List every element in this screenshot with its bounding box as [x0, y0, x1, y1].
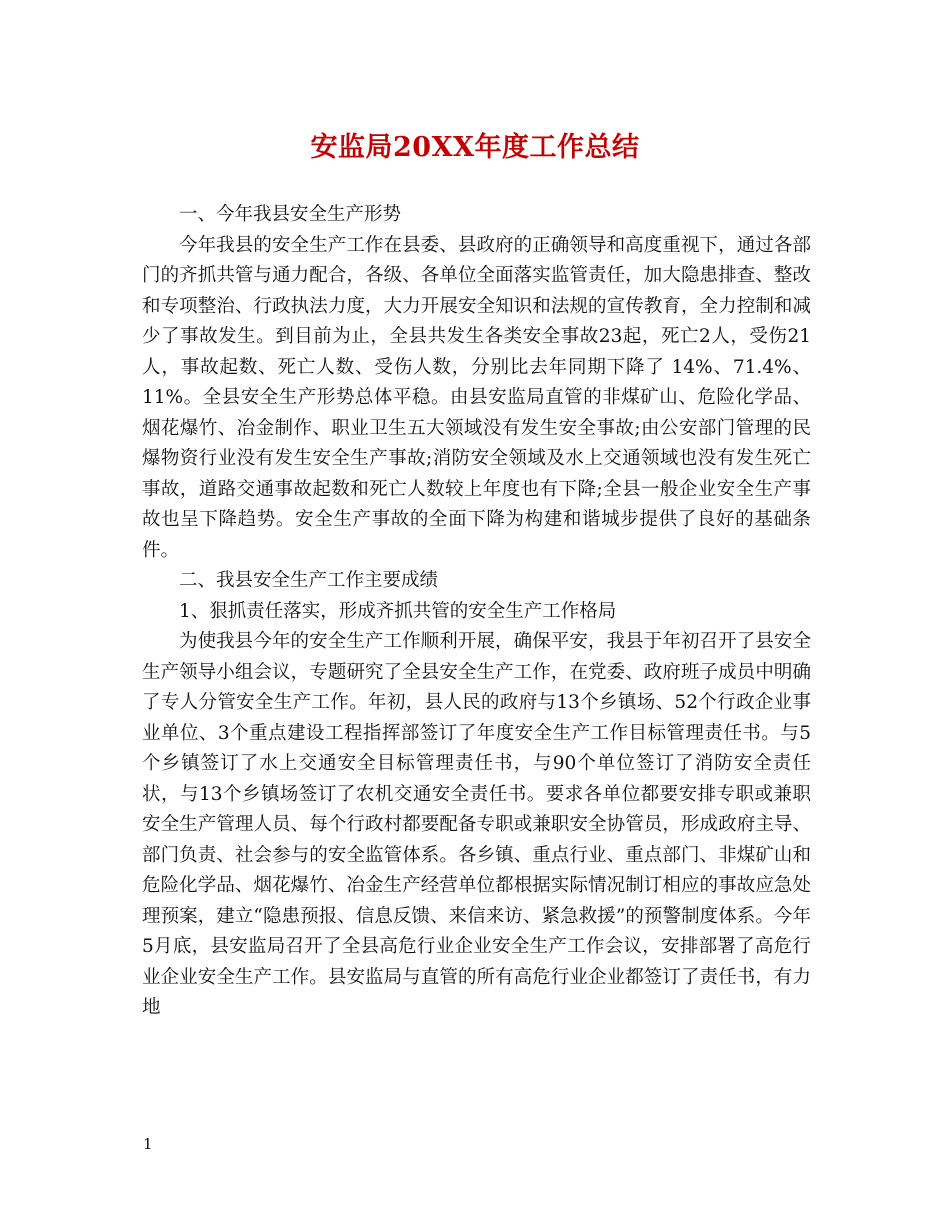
- document-title: 安监局20XX年度工作总结: [310, 132, 640, 163]
- page-number: 1: [143, 1135, 153, 1153]
- body-paragraph-1: 今年我县的安全生产工作在县委、县政府的正确领导和高度重视下，通过各部门的齐抓共管与通力配合，各级、各单位全面落实监管责任，加大隐患排查、整改和专项整治、行政执法力度，大力开展安全知识和法规的宣传教育，全力控制和减少了事故发生。到目前为止，全县共发生各类安全事故23起，死亡2人，受伤21人，事故起数、死亡人数、受伤人数，分别比去年同期下降了 14%、71.4%、11%。全县安全生产形势总体平稳。由县安监局直管的非煤矿山、危险化学品、烟花爆竹、冶金制作、职业卫生五大领域没有发生安全事故;由公安部门管理的民爆物资行业没有发生安全生产事故;消防安全领域及水上交通领域也没有发生死亡事故，道路交通事故起数和死亡人数较上年度也有下降;全县一般企业安全生产事故也呈下降趋势。安全生产事故的全面下降为构建和谐城步提供了良好的基础条件。: [142, 234, 811, 561]
- document-body: [142, 200, 811, 1024]
- body-paragraph-2: 为使我县今年的安全生产工作顺利开展，确保平安，我县于年初召开了县安全生产领导小组会议，专题研究了全县安全生产工作，在党委、政府班子成员中明确了专人分管安全生产工作。年初，县人民的政府与13个乡镇场、52个行政企业事业单位、3个重点建设工程指挥部签订了年度安全生产工作目标管理责任书。与5个乡镇签订了水上交通安全目标管理责任书，与90个单位签订了消防安全责任状，与13个乡镇场签订了农机交通安全责任书。要求各单位都要安排专职或兼职安全生产管理人员、每个行政村都要配备专职或兼职安全协管员，形成政府主导、部门负责、社会参与的安全监管体系。各乡镇、重点行业、重点部门、非煤矿山和危险化学品、烟花爆竹、冶金生产经营单位都根据实际情况制订相应的事故应急处理预案，建立“隐患预报、信息反馈、来信来访、紧急救援”的预警制度体系。今年5月底，县安监局召开了全县高危行业企业安全生产工作会议，安排部署了高危行业企业安全生产工作。县安监局与直管的所有高危行业企业都签订了责任书，有力地: [142, 631, 811, 1018]
- section-heading-1: 一、今年我县安全生产形势: [179, 204, 402, 225]
- subsection-heading-1: 1、狠抓责任落实，形成齐抓共管的安全生产工作格局: [179, 600, 617, 622]
- section-heading-2: 二、我县安全生产工作主要成绩: [179, 570, 439, 591]
